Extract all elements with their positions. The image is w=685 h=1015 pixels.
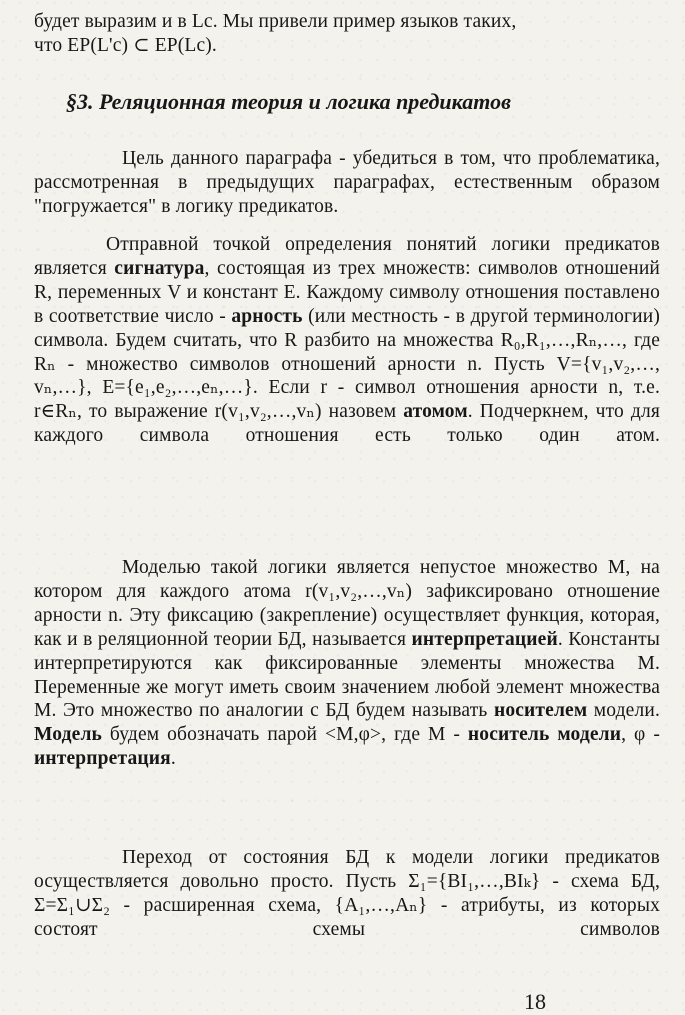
term-interpretation: интерпретацией	[411, 628, 558, 650]
paragraph-model-text: , φ -	[621, 724, 660, 746]
intro-line-1: будет выразим и в Lc. Мы привели пример языков таких,	[34, 11, 517, 32]
paragraph-signature-text: . Подчеркнем, что для каждого символа отношения есть только один атом.	[34, 401, 660, 447]
paragraph-model-text: . Константы интерпретируются как фиксированные элементы множества M. Переменные же могут иметь своим значением любой элемент множества M. Это множество по аналогии с БД будем называть	[34, 628, 660, 722]
term-interpretation-2: интерпретация	[34, 748, 171, 770]
paragraph-model-text: будем обозначать парой <M,φ>, где M -	[102, 724, 468, 746]
term-carrier: носителем	[493, 700, 588, 722]
section-title: §3. Реляционная теория и логика предикатов	[66, 89, 511, 114]
paragraph-signature	[34, 233, 660, 448]
paragraph-purpose: Цель данного параграфа - убедиться в том, что проблематика, рассмотренная в предыдущих параграфах, естественным образом "погружается" в логику предикатов.	[34, 148, 660, 217]
paragraph-model-text: Моделью такой логики является непустое множество M, на котором для каждого атома r(v₁,v₂,…,vₙ) зафиксировано отношение арности n. Эту фиксацию (закрепление) осуществляет функция, которая, как и в реляционной теории БД, называется	[34, 557, 660, 650]
paragraph-transition: Переход от состояния БД к модели логики предикатов осуществляется довольно просто. Пусть Σ₁={BI₁,…,BIₖ} - схема БД, Σ=Σ₁∪Σ₂ - расширенная схема, {A₁,…,Aₙ} - атрибуты, из которых состоят схемы символов	[34, 847, 660, 940]
term-atom: атомом	[403, 401, 468, 423]
paragraph-signature-text: (или местность - в другой терминологии) символа. Будем считать, что R разбито на множества R₀,R₁,…,Rₙ,…, где Rₙ - множество символов отношений арности n. Пусть V={v₁,v₂,…, vₙ,…}, E={e₁,e₂,…,eₙ,…}. Если r - символ отношения арности n, т.е. r∈Rₙ, то выражение r(v₁,v₂,…,vₙ) назовем	[34, 305, 660, 423]
paragraph-signature-text: Отправной точкой определения понятий логики предикатов является	[34, 234, 660, 279]
term-signature: сигнатура	[114, 257, 205, 279]
term-carrier-model: носитель модели	[467, 724, 622, 746]
paragraph-signature-text: , состоящая из трех множеств: символов отношений R, переменных V и констант E. Каждому символу отношения поставлено в соответствие число -	[34, 257, 660, 327]
intro-text	[34, 10, 660, 58]
intro-line-2: что EP(L'c) ⊂ EP(Lc).	[34, 34, 217, 56]
page-number: 18	[524, 989, 546, 1014]
paragraph-model-text: модели.	[587, 700, 660, 722]
paragraph-model-text: .	[170, 748, 176, 770]
term-arity: арность	[231, 305, 303, 327]
paragraph-model	[34, 556, 660, 771]
term-model: Модель	[34, 724, 103, 746]
